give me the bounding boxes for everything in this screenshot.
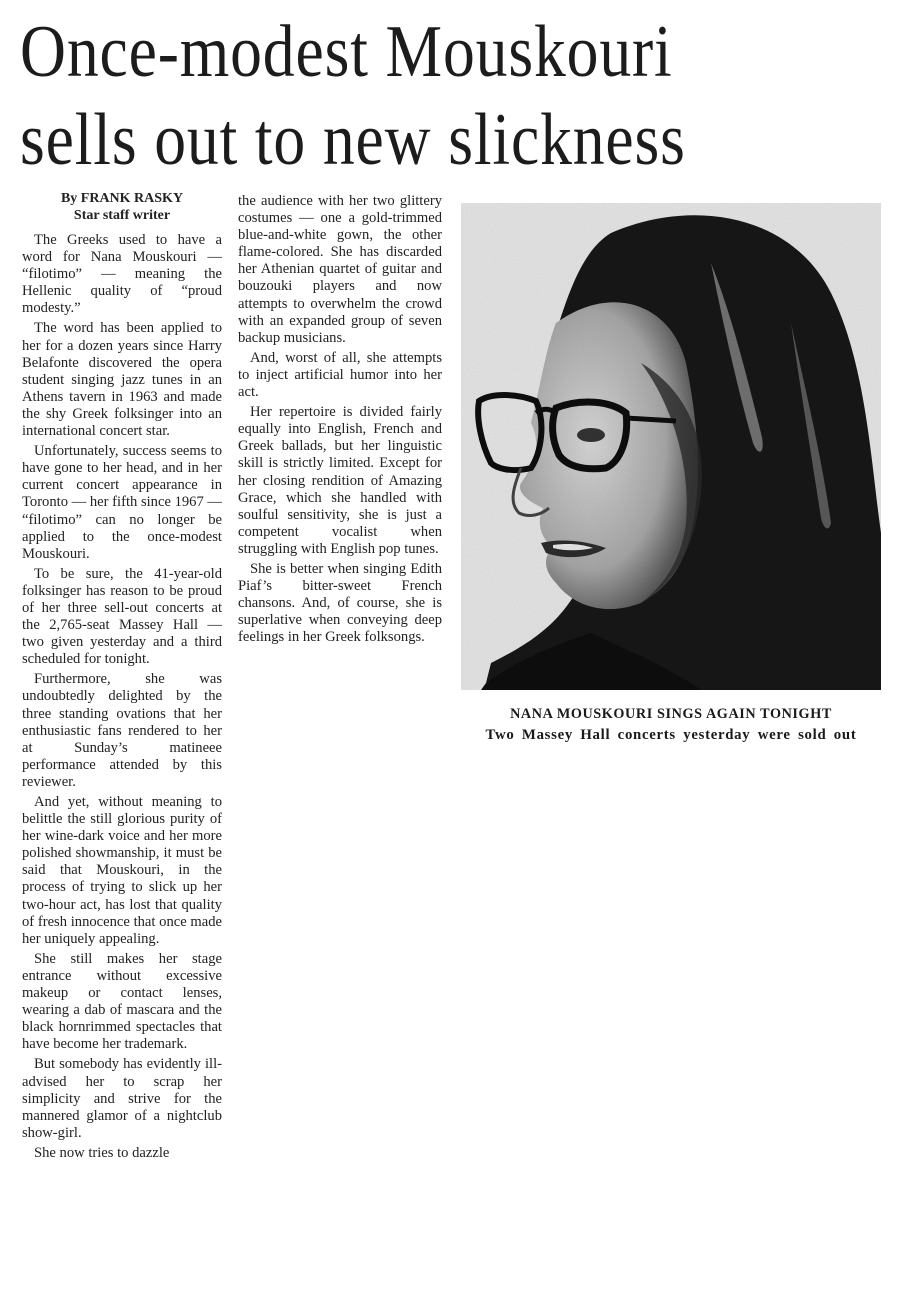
portrait-photo [461, 203, 881, 690]
eye [577, 428, 605, 442]
byline [22, 190, 222, 224]
glasses-temple [626, 418, 676, 421]
paragraph: But somebody has evidently ill-advised her to scrap her simplicity and strive for the mannered glamor of a nightclub show-girl. [22, 1056, 222, 1141]
article-column-2 [238, 193, 442, 647]
headline [20, 8, 760, 184]
caption-title: NANA MOUSKOURI SINGS AGAIN TONIGHT [510, 706, 832, 722]
paragraph: To be sure, the 41-year-old folksinger has reason to be proud of her three sell-out concerts at the 2,765-seat Massey Hall — two given yesterday and a third scheduled for tonight. [22, 565, 222, 668]
paragraph: She is better when singing Edith Piaf’s bitter-sweet French chansons. And, of course, she is superlative when conveying deep feelings in her Greek folksongs. [238, 560, 442, 646]
paragraph: And, worst of all, she attempts to inject artificial humor into her act. [238, 349, 442, 401]
paragraph: The word has been applied to her for a dozen years since Harry Belafonte discovered the opera student singing jazz tunes in an Athens tavern in 1963 and made the shy Greek folksinger into an international concert star. [22, 320, 222, 440]
paragraph: She now tries to dazzle [34, 1144, 170, 1161]
paragraph: Unfortunately, success seems to have gone to her head, and in her current concert appearance in Toronto — her fifth since 1967 — “filotimo” can no longer be applied to the once-modest Mouskouri. [22, 443, 223, 562]
paragraph: the audience with her two glittery costumes — one a gold-trimmed blue-and-white gown, the other flame-colored. She has discarded her Athenian quartet of guitar and bouzouki players and now attempts to overwhelm the crowd with an expanded group of seven backup musicians. [238, 193, 442, 346]
paragraph: And yet, without meaning to belittle the still glorious purity of her wine-dark voice and her more polished showmanship, it must be said that Mouskouri, in the process of trying to slick up her two-hour act, has lost that quality of fresh innocence that once made her uniquely appealing. [22, 794, 222, 947]
photo-caption [462, 704, 880, 746]
article-column-1 [22, 190, 222, 1163]
headline-line-2: sells out to new slickness [20, 99, 686, 181]
paragraph: Her repertoire is divided fairly equally into English, French and Greek ballads, but her linguistic skill is strictly limited. Except for her closing rendition of Amazing Grace, which she handled with soulful sensitivity, she is just a competent vocalist when struggling with English pop tunes. [238, 404, 442, 557]
headline-line-1: Once-modest Mouskouri [20, 11, 673, 93]
byline-author: By FRANK RASKY [60, 191, 184, 206]
paragraph: The Greeks used to have a word for Nana Mouskouri — “filotimo” — meaning the Hellenic quality of “proud modesty.” [22, 232, 222, 317]
paragraph: Furthermore, she was undoubtedly delighted by the three standing ovations that her enthusiastic fans rendered to her at Sunday’s matineee performance attended by this reviewer. [22, 671, 222, 790]
byline-role: Star staff writer [73, 208, 171, 223]
paragraph: She still makes her stage entrance without excessive makeup or contact lenses, wearing a dab of mascara and the black hornrimmed spectacles that have become her trademark. [22, 950, 222, 1053]
caption-subtitle: Two Massey Hall concerts yesterday were sold out [485, 727, 857, 743]
